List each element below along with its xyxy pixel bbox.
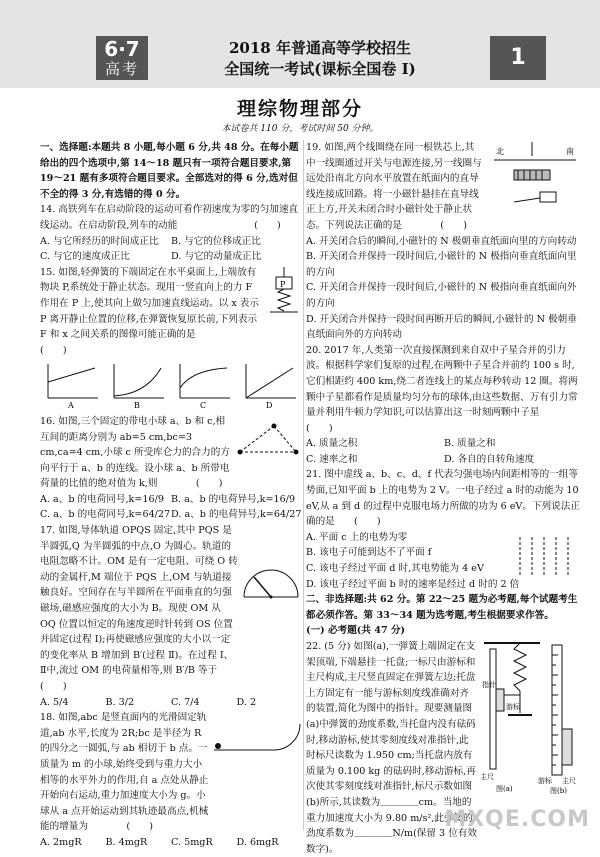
question-18: 18. 如图,abc 是竖直面内的光滑固定轨道,ab 水平,长度为 2R;bc 是半径为 R 的四分之一圆弧,与 ab 相切于 b 点。一质量为 m 的小球,始终受到与重力大小相等的水平外力的作用,自 a 点处从静止开始向右运动,重力加速度大小为 g。小球从 a 点开始运动到其轨迹最高点,机械能的增量为 ( ) [40, 712, 209, 833]
q20-option-b: B. 质量之和 [444, 438, 496, 450]
q21-option-b: B. 该电子可能到达不了平面 f [306, 547, 432, 559]
logo-text: 高考 [104, 60, 139, 78]
q19-option-d: D. 开关闭合并保持一段时间再断开后的瞬间,小磁针的 N 极朝垂直纸面向外的方向转动 [306, 313, 577, 341]
spring-figure [266, 267, 302, 319]
vernier-label-a: 游标 [506, 703, 520, 711]
q21-block [306, 467, 582, 592]
q18-block [40, 710, 302, 850]
q18-option-c: C. 5mgR [171, 836, 213, 848]
q20-option-d: D. 各自的自转角速度 [444, 453, 535, 465]
triangle-charges-figure [234, 420, 302, 460]
graph-b [114, 364, 164, 408]
q14-options [40, 234, 302, 265]
question-15: 15. 如图,轻弹簧的下端固定在水平桌面上,上端放有物块 P,系统处于静止状态。现用一竖直向上的力 F 作用在 P 上,使其向上做匀加速直线运动。以 x 表示 P 离开静止位置的位移,在弹簧恢复原长前,下列表示 F 和 x 之间关系的图像可能正确的是 ( ) [40, 266, 259, 356]
q14-option-c: C. 与它的速度成正比 [40, 251, 130, 263]
equipotential-figure [512, 533, 578, 579]
north-label: 北 [496, 147, 504, 156]
exam-title-line2: 全国统一考试(课标全国卷 I) [224, 60, 416, 78]
question-17: 17. 如图,导体轨道 OPQS 固定,其中 PQS 是半圆弧,Q 为半圆弧的中点,O 为圆心。轨道的电阻忽略不计。OM 是有一定电阻、可绕 O 转动的金属杆,M 端位于 PQS 上,OM 与轨道接触良好。空间存在与半圆所在平面垂直的匀强磁场,磁感应强度的大小为 B。现使 OM 从 OQ 位置以恒定的角速度逆时针转到 OS 位置并固定(过程 Ⅰ);再使磁感应强度的大小以一定的变化率从 B 增加到 B′(过程 Ⅱ)。在过程 Ⅰ、Ⅱ中,流过 OM 的电荷量相等,则 B′/B 等于 ( ) [40, 525, 256, 692]
q19-option-a: A. 开关闭合后的瞬间,小磁针的 N 极朝垂直纸面向里的方向转动 [306, 235, 577, 247]
q16-block [40, 414, 302, 523]
q20-option-c: C. 速率之和 [306, 453, 358, 465]
south-label: 南 [566, 147, 574, 156]
graph-c-label: C [200, 401, 207, 409]
q14-option-d: D. 与它的动量成正比 [171, 251, 262, 263]
q16-option-a: A. a、b 的电荷同号,k=16/9 [40, 493, 164, 505]
page-number: 1 [490, 36, 546, 80]
q17-options [40, 695, 302, 711]
main-scale-label-a: 主尺 [480, 773, 494, 781]
q21-option-a: A. 平面 c 上的电势为零 [306, 531, 408, 543]
track-figure [212, 712, 302, 756]
graph-d-label: D [266, 401, 273, 409]
q17-block [40, 523, 302, 710]
svg-text:P: P [280, 279, 286, 289]
q20-option-a: A. 质量之积 [306, 438, 358, 450]
semicircle-rail-figure [240, 551, 302, 607]
question-21: 21. 图中虚线 a、b、c、d、f 代表匀强电场内间距相等的一组等势面,已知平面 b 上的电势为 2 V。一电子经过 a 时的动能为 10 eV,从 a 到 d 的过程中克服电场力所做的功为 6 eV。下列说法正确的是 ( ) [306, 469, 580, 528]
caption-a: 图(a) [496, 785, 513, 793]
q14-option-b: B. 与它的位移成正比 [171, 235, 261, 247]
q17-option-b: B. 3/2 [105, 696, 135, 708]
column-divider [303, 140, 304, 830]
graph-b-label: B [134, 401, 140, 409]
part2-sub-heading: (一) 必考题(共 47 分) [306, 625, 406, 637]
brand-logo [96, 36, 148, 80]
q17-option-a: A. 5/4 [40, 696, 69, 708]
q21-option-d: D. 该电子经过平面 b 时的速率是经过 d 时的 2 倍 [306, 578, 520, 590]
part2-heading: 二、非选择题:共 62 分。第 22～25 题为必考题,每个试题考生都必须作答。第 33～34 题为选考题,考生根据要求作答。 [306, 594, 578, 621]
q15-block [40, 265, 302, 414]
graph-a-label: A [68, 401, 74, 409]
exam-title [160, 38, 480, 80]
q16-option-b: B. a、b 的电荷异号,k=16/9 [171, 493, 296, 505]
q16-options [40, 492, 302, 523]
right-column [306, 140, 582, 857]
q19-block [306, 140, 582, 343]
coil-compass-figure [484, 140, 582, 216]
graph-c [180, 364, 230, 408]
choice-intro: 一、选择题:本题共 8 小题,每小题 6 分,共 48 分。在每小题给出的四个选项中,第 14～18 题只有一项符合题目要求,第 19～21 题有多项符合题目要求。全部选对的得 6 分,选对但不全的得 3 分,有选错的得 0 分。 [40, 142, 299, 200]
q19-option-c: C. 开关闭合并保持一段时间后,小磁针的 N 极指向垂直纸面向外的方向 [306, 282, 577, 309]
q17-option-c: C. 7/4 [171, 696, 200, 708]
vernier-label-b: 游标 [538, 777, 552, 785]
q19-option-b: B. 开关闭合并保持一段时间后,小磁针的 N 极指向垂直纸面向里的方向 [306, 251, 577, 278]
q21-option-c: C. 该电子经过平面 d 时,其电势能为 4 eV [306, 563, 484, 575]
q18-option-a: A. 2mgR [40, 836, 82, 848]
page-header [0, 0, 600, 88]
section-title: 理综物理部分 [236, 98, 363, 120]
q18-option-d: D. 6mgR [236, 836, 279, 848]
pointer-label: 指针 [482, 681, 496, 689]
main-scale-label-b: 主尺 [562, 777, 576, 785]
exam-title-line1: 2018 年普通高等学校招生 [229, 39, 411, 57]
question-19: 19. 如图,两个线圈绕在同一根铁芯上,其中一线圈通过开关与电源连接,另一线圈与远处沿南北方向水平放置在纸面内的直导线连接成回路。将一小磁针悬挂在直导线正上方,开关未闭合时小磁针处于静止状态。下列说法正确的是 ( ) [306, 142, 482, 231]
q17-option-d: D. 2 [236, 696, 257, 708]
q18-option-b: B. 4mgR [105, 836, 148, 848]
q20-options [306, 436, 582, 467]
watermark: MXQE.COM [444, 807, 590, 832]
q16-option-c: C. a、b 的电荷同号,k=64/27 [40, 509, 171, 521]
question-14: 14. 高铁列车在启动阶段的运动可看作初速度为零的匀加速直线运动。在启动阶段,列车的动能 ( ) [40, 204, 299, 231]
question-22: 22. (5 分) 如图(a),一弹簧上端固定在支架顶端,下端悬挂一托盘;一标尺由游标和主尺构成,主尺竖直固定在弹簧左边;托盘上方固定有一能与游标刻度线准确对齐的装置,简化为图中的指针。现要测量图(a)中弹簧的劲度系数,当托盘内没有砝码时,移动游标,使其零刻度线对准指针,此时标尺读数为 1.950 cm;当托盘内放有质量为 0.100 kg 的砝码时,移动游标,再次使其零刻度线对准指针,标尺示数如图(b)所示,其读数为＿＿＿＿cm。当地的重力加速度大小为 9.80 m/s²,此弹簧的劲度系数为＿＿＿＿N/m(保留 3 位有效数字)。 [306, 641, 477, 855]
graph-d [246, 364, 296, 408]
q14-option-a: A. 与它所经历的时间成正比 [40, 235, 159, 247]
q16-option-d: D. a、b 的电荷异号,k=64/27 [171, 509, 302, 521]
q18-options [40, 835, 302, 851]
logo-number: 6·7 [104, 37, 140, 61]
spring-scale-figure [480, 639, 582, 795]
left-column [40, 140, 302, 851]
q15-graphs [40, 358, 302, 408]
question-20: 20. 2017 年,人类第一次直接探测到来自双中子星合并的引力波。根据科学家们复原的过程,在两颗中子星合并前约 100 s 时,它们相距约 400 km,绕二者连线上的某点每秒转动 12 圈。将两颗中子星都看作是质量均匀分布的球体,由这些数据、万有引力常量并利用牛顿力学知识,可以估算出这一时刻两颗中子星 ( ) [306, 344, 578, 434]
graph-a [48, 364, 98, 408]
question-16: 16. 如图,三个固定的带电小球 a、b 和 c,相互间的距离分别为 ab=5 cm,bc=3 cm,ca=4 cm,小球 c 所受库仑力的合力的方向平行于 a、b 的连线。设小球 a、b 所带电荷量的比值的绝对值为 k,则 ( ) [40, 415, 230, 490]
caption-b: 图(b) [550, 787, 567, 795]
section-note: 本试卷共 110 分，考试时间 50 分钟。 [221, 124, 379, 134]
